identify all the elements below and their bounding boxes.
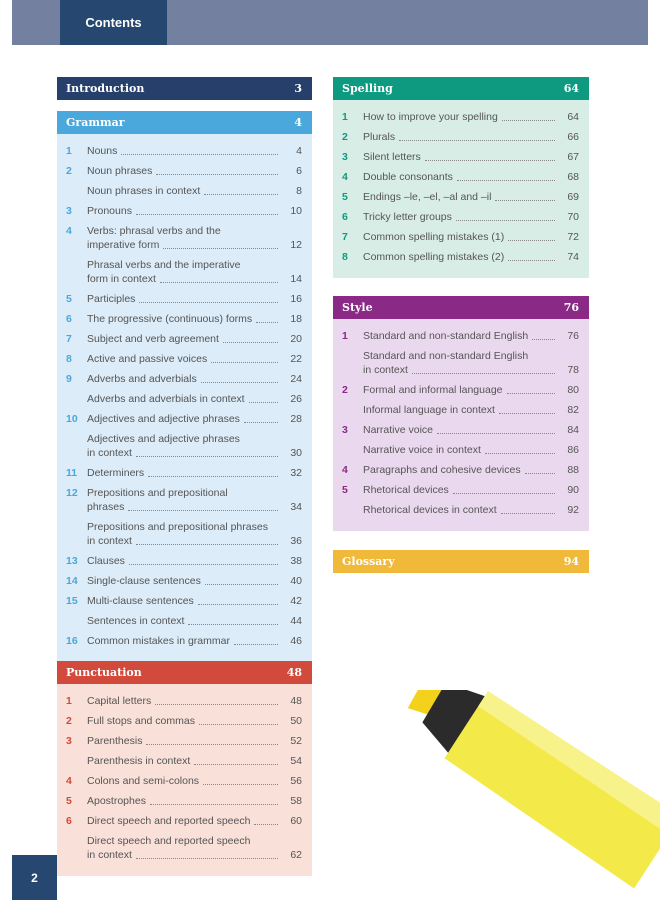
- leader-dots: [234, 644, 278, 645]
- entry-page: 58: [290, 795, 302, 807]
- toc-entry[interactable]: [342, 170, 579, 184]
- entry-title: Colons and semi-colons: [87, 775, 200, 787]
- entry-number: 14: [66, 575, 78, 587]
- entry-number: [342, 403, 363, 417]
- entry-page: 20: [290, 333, 302, 345]
- entry-number: 13: [66, 555, 78, 567]
- entry-title-line1: Verbs: phrasal verbs and the: [87, 225, 221, 237]
- entry-page: 26: [290, 393, 302, 405]
- section-header-introduction[interactable]: [57, 77, 312, 100]
- leader-dots: [121, 154, 278, 155]
- entry-title: Adjectives and adjective phrases: [87, 413, 240, 425]
- leader-dots: [128, 510, 278, 511]
- entry-title: in context: [87, 535, 132, 547]
- entry-page: 66: [567, 131, 579, 143]
- leader-dots: [146, 744, 278, 745]
- leader-dots: [485, 453, 555, 454]
- entry-title: Subject and verb agreement: [87, 333, 219, 345]
- toc-entry[interactable]: [66, 392, 302, 406]
- entry-number: 2: [66, 715, 72, 727]
- toc-entry[interactable]: [66, 574, 302, 588]
- entry-title-line1: Adjectives and adjective phrases: [87, 433, 240, 445]
- entry-title: Parenthesis in context: [87, 755, 191, 767]
- entry-page: 32: [290, 467, 302, 479]
- page-number: 2: [12, 855, 57, 900]
- entry-page: 90: [567, 484, 579, 496]
- leader-dots: [136, 456, 278, 457]
- toc-entry[interactable]: [342, 483, 579, 497]
- section-header-glossary[interactable]: [333, 550, 589, 573]
- entry-number: [342, 349, 363, 377]
- section-header-spelling[interactable]: [333, 77, 589, 100]
- leader-dots: [508, 240, 555, 241]
- entry-title: Parenthesis: [87, 735, 143, 747]
- leader-dots: [495, 200, 555, 201]
- toc-entry[interactable]: [342, 403, 579, 417]
- entry-title: Double consonants: [363, 171, 453, 183]
- entry-number: [66, 834, 87, 862]
- toc-entry[interactable]: [66, 694, 302, 708]
- entry-title: phrases: [87, 501, 125, 513]
- entry-number: 6: [66, 313, 72, 325]
- entry-title: Noun phrases: [87, 165, 153, 177]
- toc-entry[interactable]: [66, 312, 302, 326]
- entry-title: Narrative voice: [363, 424, 434, 436]
- entry-page: 67: [567, 151, 579, 163]
- leader-dots: [532, 339, 555, 340]
- entry-page: 62: [290, 849, 302, 861]
- section-page: 64: [563, 82, 579, 95]
- toc-entry[interactable]: [66, 834, 302, 862]
- leader-dots: [203, 784, 278, 785]
- entry-page: 40: [290, 575, 302, 587]
- leader-dots: [156, 174, 278, 175]
- entry-number: 1: [66, 695, 72, 707]
- section-header-punctuation[interactable]: [57, 661, 312, 684]
- entry-page: 46: [290, 635, 302, 647]
- entry-title: Determiners: [87, 467, 145, 479]
- leader-dots: [204, 194, 278, 195]
- entry-number: 5: [66, 293, 72, 305]
- entry-page: 10: [290, 205, 302, 217]
- toc-entry[interactable]: [342, 210, 579, 224]
- section-page: 94: [563, 555, 579, 568]
- toc-entry[interactable]: [342, 150, 579, 164]
- leader-dots: [457, 180, 555, 181]
- entry-number: [66, 432, 87, 460]
- entry-title: Apostrophes: [87, 795, 146, 807]
- leader-dots: [254, 824, 278, 825]
- entry-number: 3: [66, 205, 72, 217]
- toc-entry[interactable]: [342, 110, 579, 124]
- entry-title: Capital letters: [87, 695, 152, 707]
- section-body: [333, 319, 589, 531]
- entry-number: 4: [342, 171, 348, 183]
- entry-page: 54: [290, 755, 302, 767]
- toc-entry[interactable]: [66, 734, 302, 748]
- entry-title: Rhetorical devices in context: [363, 504, 497, 516]
- entry-number: 2: [342, 131, 348, 143]
- entry-page: 44: [290, 615, 302, 627]
- entry-number: 1: [342, 111, 348, 123]
- entry-page: 60: [290, 815, 302, 827]
- leader-dots: [223, 342, 278, 343]
- leader-dots: [211, 362, 278, 363]
- toc-entry[interactable]: [66, 754, 302, 768]
- leader-dots: [249, 402, 278, 403]
- leader-dots: [412, 373, 555, 374]
- entry-title: Active and passive voices: [87, 353, 208, 365]
- leader-dots: [205, 584, 278, 585]
- entry-page: 84: [567, 424, 579, 436]
- toc-entry[interactable]: [66, 412, 302, 426]
- toc-entry[interactable]: [66, 204, 302, 218]
- entry-page: 6: [296, 165, 302, 177]
- entry-title: Sentences in context: [87, 615, 185, 627]
- entry-number: 1: [66, 145, 72, 157]
- toc-entry[interactable]: [66, 184, 302, 198]
- toc-entry[interactable]: [342, 230, 579, 244]
- leader-dots: [437, 433, 555, 434]
- entry-number: 2: [66, 165, 72, 177]
- leader-dots: [188, 624, 278, 625]
- entry-page: 64: [567, 111, 579, 123]
- entry-title: Silent letters: [363, 151, 421, 163]
- toc-entry[interactable]: [66, 258, 302, 286]
- toc-entry[interactable]: [66, 352, 302, 366]
- entry-title: Informal language in context: [363, 404, 495, 416]
- toc-entry[interactable]: [66, 614, 302, 628]
- entry-number: 5: [342, 191, 348, 203]
- entry-title: Nouns: [87, 145, 118, 157]
- entry-title-line1: Prepositions and prepositional: [87, 487, 228, 499]
- entry-title: Noun phrases in context: [87, 185, 201, 197]
- leader-dots: [525, 473, 555, 474]
- section-glossary: [333, 550, 589, 573]
- leader-dots: [136, 544, 278, 545]
- entry-number: [66, 520, 87, 548]
- toc-entry[interactable]: [342, 443, 579, 457]
- entry-title: Formal and informal language: [363, 384, 503, 396]
- leader-dots: [425, 160, 555, 161]
- entry-page: 86: [567, 444, 579, 456]
- entry-number: 3: [342, 424, 348, 436]
- entry-page: 50: [290, 715, 302, 727]
- toc-entry[interactable]: [66, 432, 302, 460]
- toc-entry[interactable]: [66, 164, 302, 178]
- leader-dots: [499, 413, 555, 414]
- entry-page: 74: [567, 251, 579, 263]
- entry-page: 76: [567, 330, 579, 342]
- entry-number: 3: [342, 151, 348, 163]
- entry-number: 16: [66, 635, 78, 647]
- entry-title: Endings –le, –el, –al and –il: [363, 191, 492, 203]
- entry-title: Pronouns: [87, 205, 132, 217]
- entry-title-line1: Standard and non-standard English: [363, 350, 529, 362]
- leader-dots: [199, 724, 278, 725]
- leader-dots: [139, 302, 278, 303]
- entry-number: [66, 392, 87, 406]
- entry-page: 48: [290, 695, 302, 707]
- entry-title: Single-clause sentences: [87, 575, 201, 587]
- entry-number: 2: [342, 384, 348, 396]
- toc-entry[interactable]: [342, 329, 579, 343]
- section-body: [57, 684, 312, 876]
- section-title: Introduction: [66, 82, 145, 95]
- entry-page: 38: [290, 555, 302, 567]
- toc-entry[interactable]: [66, 466, 302, 480]
- entry-page: 16: [290, 293, 302, 305]
- leader-dots: [502, 120, 555, 121]
- entry-page: 34: [290, 501, 302, 513]
- leader-dots: [198, 604, 278, 605]
- entry-number: 8: [66, 353, 72, 365]
- leader-dots: [194, 764, 278, 765]
- entry-title: How to improve your spelling: [363, 111, 498, 123]
- entry-number: 1: [342, 330, 348, 342]
- leader-dots: [508, 260, 555, 261]
- toc-entry[interactable]: [342, 423, 579, 437]
- toc-entry[interactable]: [66, 372, 302, 386]
- section-body: [57, 134, 312, 662]
- entry-title: in context: [87, 447, 132, 459]
- toc-entry[interactable]: [342, 503, 579, 517]
- toc-entry[interactable]: [342, 250, 579, 264]
- entry-title: Common spelling mistakes (1): [363, 231, 505, 243]
- entry-title: The progressive (continuous) forms: [87, 313, 253, 325]
- entry-number: 4: [66, 225, 72, 237]
- toc-entry[interactable]: [66, 634, 302, 648]
- leader-dots: [160, 282, 278, 283]
- entry-number: 10: [66, 413, 78, 425]
- leader-dots: [501, 513, 555, 514]
- toc-entry[interactable]: [66, 774, 302, 788]
- entry-title: Rhetorical devices: [363, 484, 449, 496]
- entry-title: Common mistakes in grammar: [87, 635, 230, 647]
- section-page: 76: [563, 301, 579, 314]
- toc-entry[interactable]: [66, 486, 302, 514]
- entry-page: 42: [290, 595, 302, 607]
- entry-title: imperative form: [87, 239, 160, 251]
- toc-entry[interactable]: [66, 714, 302, 728]
- entry-number: 6: [342, 211, 348, 223]
- section-style: [333, 296, 589, 531]
- leader-dots: [507, 393, 556, 394]
- entry-number: 9: [66, 373, 72, 385]
- entry-page: 72: [567, 231, 579, 243]
- toc-entry[interactable]: [342, 130, 579, 144]
- entry-page: 4: [296, 145, 302, 157]
- entry-number: 15: [66, 595, 78, 607]
- section-title: Grammar: [66, 116, 125, 129]
- entry-page: 78: [567, 364, 579, 376]
- highlighter-image: [400, 690, 660, 900]
- entry-page: 82: [567, 404, 579, 416]
- leader-dots: [256, 322, 278, 323]
- leader-dots: [136, 858, 278, 859]
- section-title: Spelling: [342, 82, 393, 95]
- section-page: 3: [294, 82, 302, 95]
- toc-entry[interactable]: [342, 349, 579, 377]
- section-title: Style: [342, 301, 373, 314]
- section-introduction: [57, 77, 312, 100]
- toc-entry[interactable]: [66, 814, 302, 828]
- entry-title: in context: [363, 364, 408, 376]
- leader-dots: [399, 140, 555, 141]
- section-header-grammar[interactable]: [57, 111, 312, 134]
- entry-number: [66, 754, 87, 768]
- entry-title: Participles: [87, 293, 136, 305]
- entry-number: 3: [66, 735, 72, 747]
- toc-entry[interactable]: [66, 594, 302, 608]
- section-header-style[interactable]: [333, 296, 589, 319]
- entry-page: 22: [290, 353, 302, 365]
- section-punctuation: [57, 661, 312, 876]
- entry-title: Standard and non-standard English: [363, 330, 529, 342]
- entry-title: Narrative voice in context: [363, 444, 481, 456]
- entry-page: 8: [296, 185, 302, 197]
- entry-title: Adverbs and adverbials: [87, 373, 197, 385]
- section-page: 4: [294, 116, 302, 129]
- entry-page: 36: [290, 535, 302, 547]
- entry-page: 69: [567, 191, 579, 203]
- entry-number: 6: [66, 815, 72, 827]
- toc-entry[interactable]: [66, 794, 302, 808]
- toc-entry[interactable]: [66, 224, 302, 252]
- entry-page: 18: [290, 313, 302, 325]
- entry-number: 7: [342, 231, 348, 243]
- section-title: Punctuation: [66, 666, 142, 679]
- entry-title-line1: Prepositions and prepositional phrases: [87, 521, 268, 533]
- entry-page: 52: [290, 735, 302, 747]
- entry-title: Multi-clause sentences: [87, 595, 194, 607]
- entry-title: in context: [87, 849, 132, 861]
- leader-dots: [136, 214, 278, 215]
- toc-entry[interactable]: [66, 332, 302, 346]
- entry-number: [66, 258, 87, 286]
- entry-title: Plurals: [363, 131, 396, 143]
- entry-number: 4: [342, 464, 348, 476]
- entry-title: Clauses: [87, 555, 125, 567]
- section-body: [333, 100, 589, 278]
- entry-title-line1: Phrasal verbs and the imperative: [87, 259, 241, 271]
- entry-title-line1: Direct speech and reported speech: [87, 835, 251, 847]
- entry-number: [66, 184, 87, 198]
- entry-page: 28: [290, 413, 302, 425]
- entry-number: [342, 443, 363, 457]
- leader-dots: [148, 476, 278, 477]
- toc-entry[interactable]: [66, 554, 302, 568]
- entry-title: Paragraphs and cohesive devices: [363, 464, 521, 476]
- section-grammar: [57, 111, 312, 662]
- entry-page: 14: [290, 273, 302, 285]
- section-spelling: [333, 77, 589, 278]
- entry-title: form in context: [87, 273, 156, 285]
- entry-page: 24: [290, 373, 302, 385]
- entry-number: 7: [66, 333, 72, 345]
- entry-page: 30: [290, 447, 302, 459]
- entry-title: Tricky letter groups: [363, 211, 452, 223]
- entry-number: 4: [66, 775, 72, 787]
- entry-page: 56: [290, 775, 302, 787]
- entry-page: 92: [567, 504, 579, 516]
- leader-dots: [129, 564, 278, 565]
- toc-entry[interactable]: [66, 144, 302, 158]
- entry-number: 5: [342, 484, 348, 496]
- entry-page: 80: [567, 384, 579, 396]
- leader-dots: [201, 382, 278, 383]
- leader-dots: [155, 704, 278, 705]
- entry-title: Common spelling mistakes (2): [363, 251, 505, 263]
- entry-page: 68: [567, 171, 579, 183]
- leader-dots: [244, 422, 278, 423]
- entry-page: 12: [290, 239, 302, 251]
- leader-dots: [453, 493, 555, 494]
- leader-dots: [456, 220, 555, 221]
- toc-entry[interactable]: [342, 383, 579, 397]
- entry-title: Direct speech and reported speech: [87, 815, 251, 827]
- entry-number: [66, 614, 87, 628]
- entry-title: Full stops and commas: [87, 715, 195, 727]
- toc-entry[interactable]: [66, 520, 302, 548]
- entry-title: Adverbs and adverbials in context: [87, 393, 245, 405]
- entry-number: 12: [66, 487, 78, 499]
- page-title: Contents: [60, 0, 167, 45]
- toc-entry[interactable]: [66, 292, 302, 306]
- entry-page: 88: [567, 464, 579, 476]
- toc-entry[interactable]: [342, 463, 579, 477]
- entry-number: 11: [66, 467, 78, 479]
- section-page: 48: [286, 666, 302, 679]
- entry-number: [342, 503, 363, 517]
- leader-dots: [163, 248, 278, 249]
- entry-number: 5: [66, 795, 72, 807]
- toc-entry[interactable]: [342, 190, 579, 204]
- leader-dots: [150, 804, 278, 805]
- entry-page: 70: [567, 211, 579, 223]
- section-title: Glossary: [342, 555, 395, 568]
- entry-number: 8: [342, 251, 348, 263]
